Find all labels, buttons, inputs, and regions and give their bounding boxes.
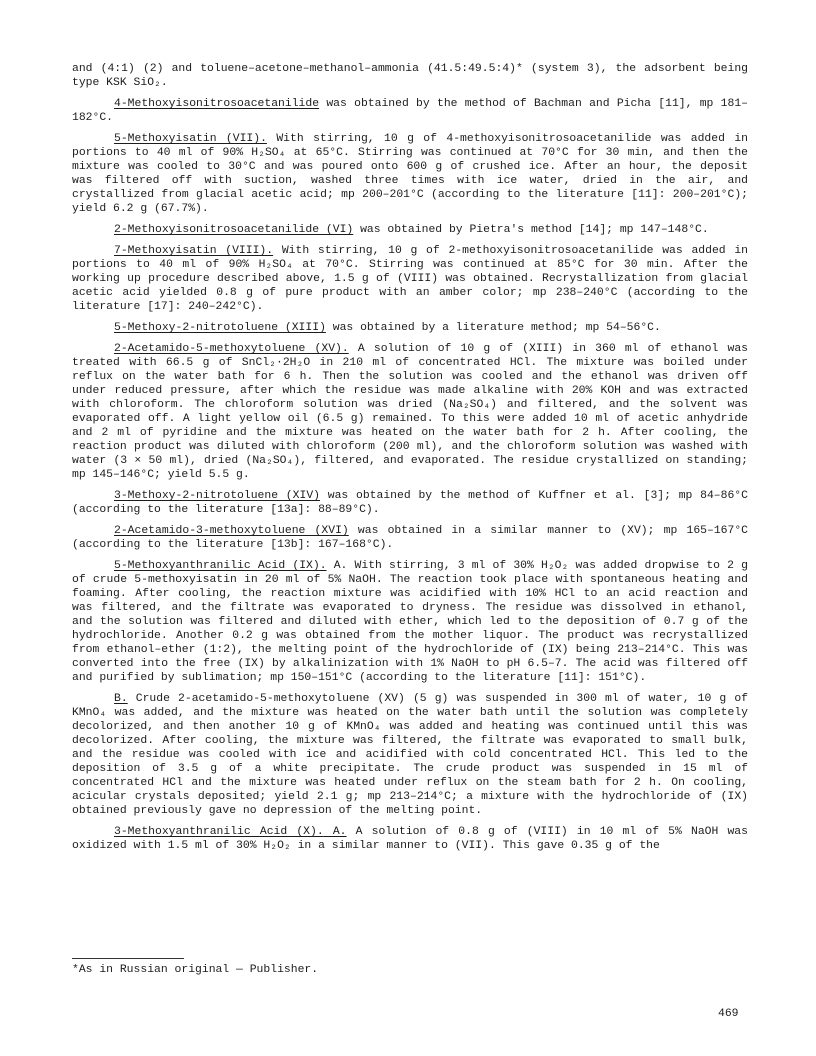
body-text <box>72 62 748 860</box>
compound-heading: 2-Acetamido-5-methoxytoluene (XV). <box>114 343 349 355</box>
paragraph-5 <box>72 321 748 335</box>
paragraph-2-text: With stirring, 10 g of 4-methoxyisonitrosoacetanilide was added in portions to 40 ml of 90% H₂SO₄ at 65°C. Stirring was continued at 70°C for 30 min, and then the mixture was cooled to 30°C and was poured onto 600 g of crushed ice. After an hour, the deposit was filtered off with suction, washed three times with ice water, dried in the air, and crystallized from glacial acetic acid; mp 200–201°C (according to the literature [11]: 200–201°C); yield 6.2 g (67.7%). <box>72 133 748 215</box>
paragraph-0 <box>72 62 748 90</box>
paragraph-1 <box>72 97 748 125</box>
compound-heading: 5-Methoxyanthranilic Acid (IX). <box>114 560 327 572</box>
paragraph-11 <box>72 825 748 853</box>
paragraph-11-text: A solution of 0.8 g of (VIII) in 10 ml of 5% NaOH was oxidized with 1.5 ml of 30% H₂O₂ in a similar manner to (VII). This gave 0.35 g of the <box>72 826 748 852</box>
paragraph-4-text: With stirring, 10 g of 2-methoxyisonitrosoacetanilide was added in portions to 40 ml of 90% H₂SO₄ at 70°C. Stirring was continued at 85°C for 30 min. After the working up procedure described above, 1.5 g of (VIII) was obtained. Recrystallization from glacial acetic acid yielded 0.8 g of pure product with an amber color; mp 238–240°C (according to the literature [17]: 240–242°C). <box>72 245 749 313</box>
paragraph-7-text: was obtained by the method of Kuffner et al. [3]; mp 84–86°C (according to the literature [13a]: 88–89°C). <box>72 490 748 516</box>
paragraph-9-text: A. With stirring, 3 ml of 30% H₂O₂ was added dropwise to 2 g of crude 5-methoxyisatin in 20 ml of 5% NaOH. The reaction took place with spontaneous heating and foaming. After cooling, the reaction mixture was acidified with 10% HCl to an acid reaction and was filtered, and the filtrate was evaporated to dryness. The residue was dissolved in ethanol, and the solution was filtered and diluted with ether, which led to the deposition of 0.7 g of the hydrochloride. Another 0.2 g was obtained from the mother liquor. The product was recrystallized from ethanol–ether (1:2), the melting point of the hydrochloride of (IX) being 213–214°C. This was converted into the free (IX) by alkalinization with 1% NaOH to pH 6.5–7. The acid was filtered off and purified by sublimation; mp 150–151°C (according to the literature [11]: 151°C). <box>72 560 748 684</box>
paragraph-3 <box>72 223 748 237</box>
paragraph-0-text: and (4:1) (2) and toluene–acetone–methanol–ammonia (41.5:49.5:4)* (system 3), the adsorbent being type KSK SiO₂. <box>72 63 748 89</box>
compound-heading: 4-Methoxyisonitrosoacetanilide <box>114 98 320 110</box>
paragraph-5-text: was obtained by a literature method; mp 54–56°C. <box>325 322 661 334</box>
compound-heading: 7-Methoxyisatin (VIII). <box>114 245 274 257</box>
paragraph-6 <box>72 342 748 482</box>
compound-heading: 5-Methoxy-2-nitrotoluene (XIII) <box>114 322 326 334</box>
paragraph-4 <box>72 244 748 314</box>
paragraph-1-text: was obtained by the method of Bachman and Picha [11], mp 181–182°C. <box>72 98 748 124</box>
footnote-divider <box>72 958 184 959</box>
compound-heading: 3-Methoxy-2-nitrotoluene (XIV) <box>114 490 320 502</box>
paragraph-10 <box>72 692 748 818</box>
paragraph-2 <box>72 132 748 216</box>
paragraph-3-text: was obtained by Pietra's method [14]; mp 147–148°C. <box>353 224 709 236</box>
compound-heading: 2-Acetamido-3-methoxytoluene (XVI) <box>114 525 349 537</box>
paragraph-10-text: Crude 2-acetamido-5-methoxytoluene (XV) (5 g) was suspended in 300 ml of water, 10 g of KMnO₄ was added, and the mixture was heated on the water bath until the solution was completely decolorized, and then another 10 g of KMnO₄ was added and heating was continued until this was decolorized. After cooling, the mixture was filtered, the filtrate was evaporated to small bulk, and the residue was cooled with ice and acidified with cold concentrated HCl. This led to the deposition of 3.5 g of a white precipitate. The crude product was suspended in 15 ml of concentrated HCl and the mixture was heated under reflux on the steam bath for 2 h. On cooling, acicular crystals deposited; yield 2.1 g; mp 213–214°C; a mixture with the hydrochloride of (IX) obtained previously gave no depression of the melting point. <box>72 693 748 817</box>
page-number: 469 <box>718 1008 739 1020</box>
compound-heading: 5-Methoxyisatin (VII). <box>114 133 267 145</box>
paragraph-8-text: was obtained in a similar manner to (XV); mp 165–167°C (according to the literature [13b]: 167–168°C). <box>72 525 748 551</box>
footnote: *As in Russian original — Publisher. <box>72 964 319 976</box>
compound-heading: 2-Methoxyisonitrosoacetanilide (VI) <box>114 224 354 236</box>
compound-heading: 3-Methoxyanthranilic Acid (X). <box>114 826 324 838</box>
paragraph-7 <box>72 489 748 517</box>
paragraph-9 <box>72 559 748 685</box>
section-letter: B. <box>114 693 128 705</box>
paragraph-6-text: A solution of 10 g of (XIII) in 360 ml of ethanol was treated with 66.5 g of SnCl₂·2H₂O in 210 ml of concentrated HCl. The mixture was boiled under reflux on the water bath for 6 h. Then the solution was cooled and the ethanol was driven off under reduced pressure, after which the residue was made alkaline with 20% KOH and was extracted with chloroform. The chloroform solution was dried (Na₂SO₄) and filtered, and the solvent was evaporated off. A light yellow oil (6.5 g) remained. To this were added 10 ml of acetic anhydride and 2 ml of pyridine and the mixture was heated on the water bath for 2 h. After cooling, the reaction product was diluted with chloroform (200 ml), and the chloroform solution was washed with water (3 × 50 ml), dried (Na₂SO₄), filtered, and evaporated. The residue crystallized on standing; mp 145–146°C; yield 5.5 g. <box>72 343 748 481</box>
section-letter: A. <box>323 826 347 838</box>
paragraph-8 <box>72 524 748 552</box>
